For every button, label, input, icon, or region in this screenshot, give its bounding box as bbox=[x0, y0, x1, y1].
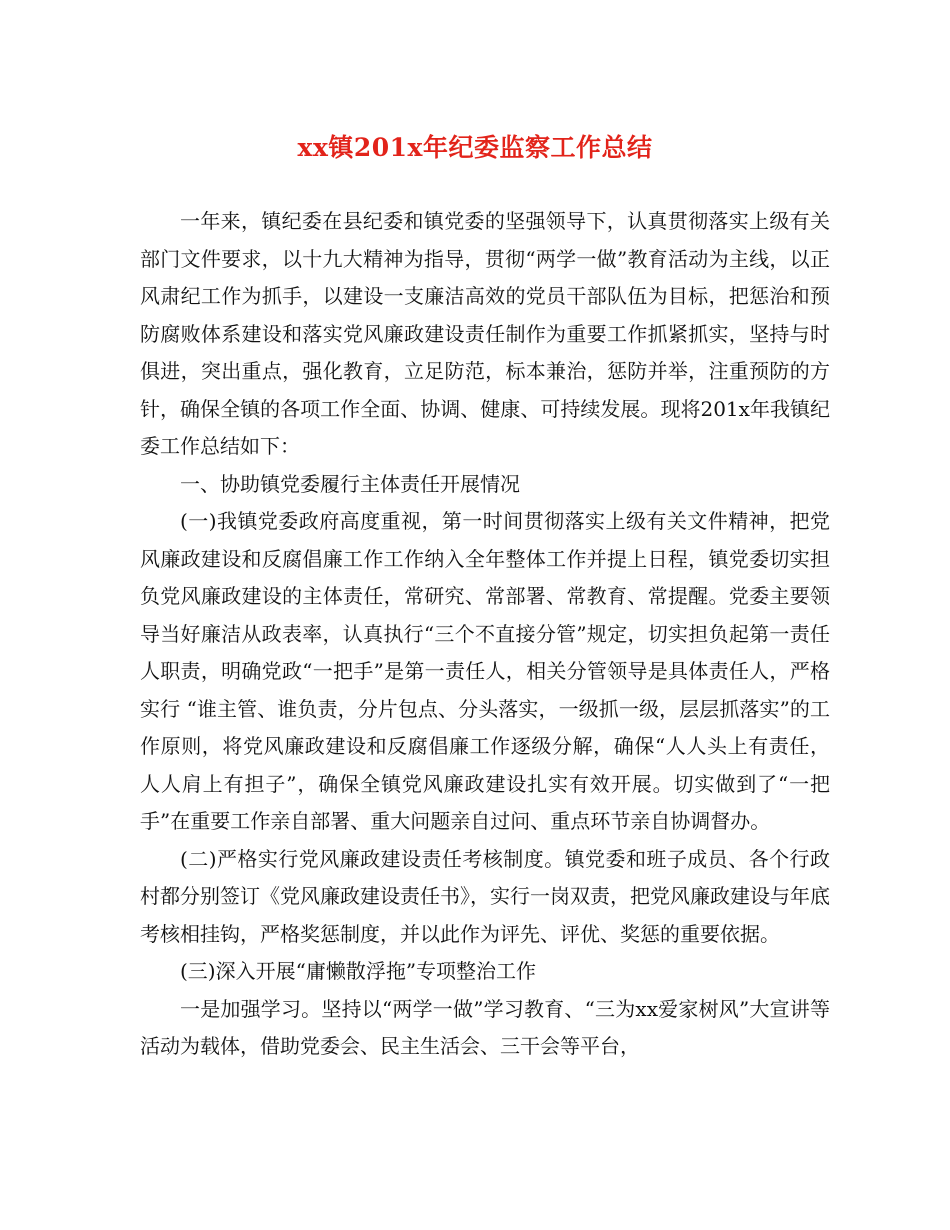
document-title: xx镇201x年纪委监察工作总结 bbox=[297, 133, 653, 162]
paragraph-intro: 一年来，镇纪委在县纪委和镇党委的坚强领导下，认真贯彻落实上级有关部门文件要求，以十九大精神为指导，贯彻“两学一做”教育活动为主线，以正风肃纪工作为抓手，以建设一支廉洁高效的党员干部队伍为目标，把惩治和预防腐败体系建设和落实党风廉政建设责任制作为重要工作抓紧抓实，坚持与时俱进，突出重点，强化教育，立足防范，标本兼治，惩防并举，注重预防的方针，确保全镇的各项工作全面、协调、健康、可持续发展。现将201x年我镇纪委工作总结如下： bbox=[140, 209, 830, 458]
paragraph-study: 一是加强学习。坚持以“两学一做”学习教育、“三为xx爱家树风”大宣讲等活动为载体，借助党委会、民主生活会、三干会等平台， bbox=[140, 996, 830, 1058]
paragraph-item-3: (三)深入开展“庸懒散浮拖”专项整治工作 bbox=[180, 959, 537, 983]
document-body bbox=[140, 203, 830, 1066]
section-heading-1: 一、协助镇党委履行主体责任开展情况 bbox=[180, 471, 520, 496]
paragraph-item-1: (一)我镇党委政府高度重视，第一时间贯彻落实上级有关文件精神，把党风廉政建设和反腐倡廉工作工作纳入全年整体工作并提上日程，镇党委切实担负党风廉政建设的主体责任，常研究、常部署、常教育、常提醒。党委主要领导当好廉洁从政表率，认真执行“三个不直接分管”规定，切实担负起第一责任人职责，明确党政“一把手”是第一责任人，相关分管领导是具体责任人，严格实行 “谁主管、谁负责，分片包点、分头落实，一级抓一级，层层抓落实”的工作原则，将党风廉政建设和反腐倡廉工作逐级分解，确保“人人头上有责任，人人肩上有担子”，确保全镇党风廉政建设扎实有效开展。切实做到了“一把手”在重要工作亲自部署、重大问题亲自过问、重点环节亲自协调督办。 bbox=[140, 509, 830, 833]
paragraph-item-2: (二)严格实行党风廉政建设责任考核制度。镇党委和班子成员、各个行政村都分别签订《党风廉政建设责任书》，实行一岗双责，把党风廉政建设与年底考核相挂钩，严格奖惩制度，并以此作为评先、评优、奖惩的重要依据。 bbox=[140, 846, 830, 946]
